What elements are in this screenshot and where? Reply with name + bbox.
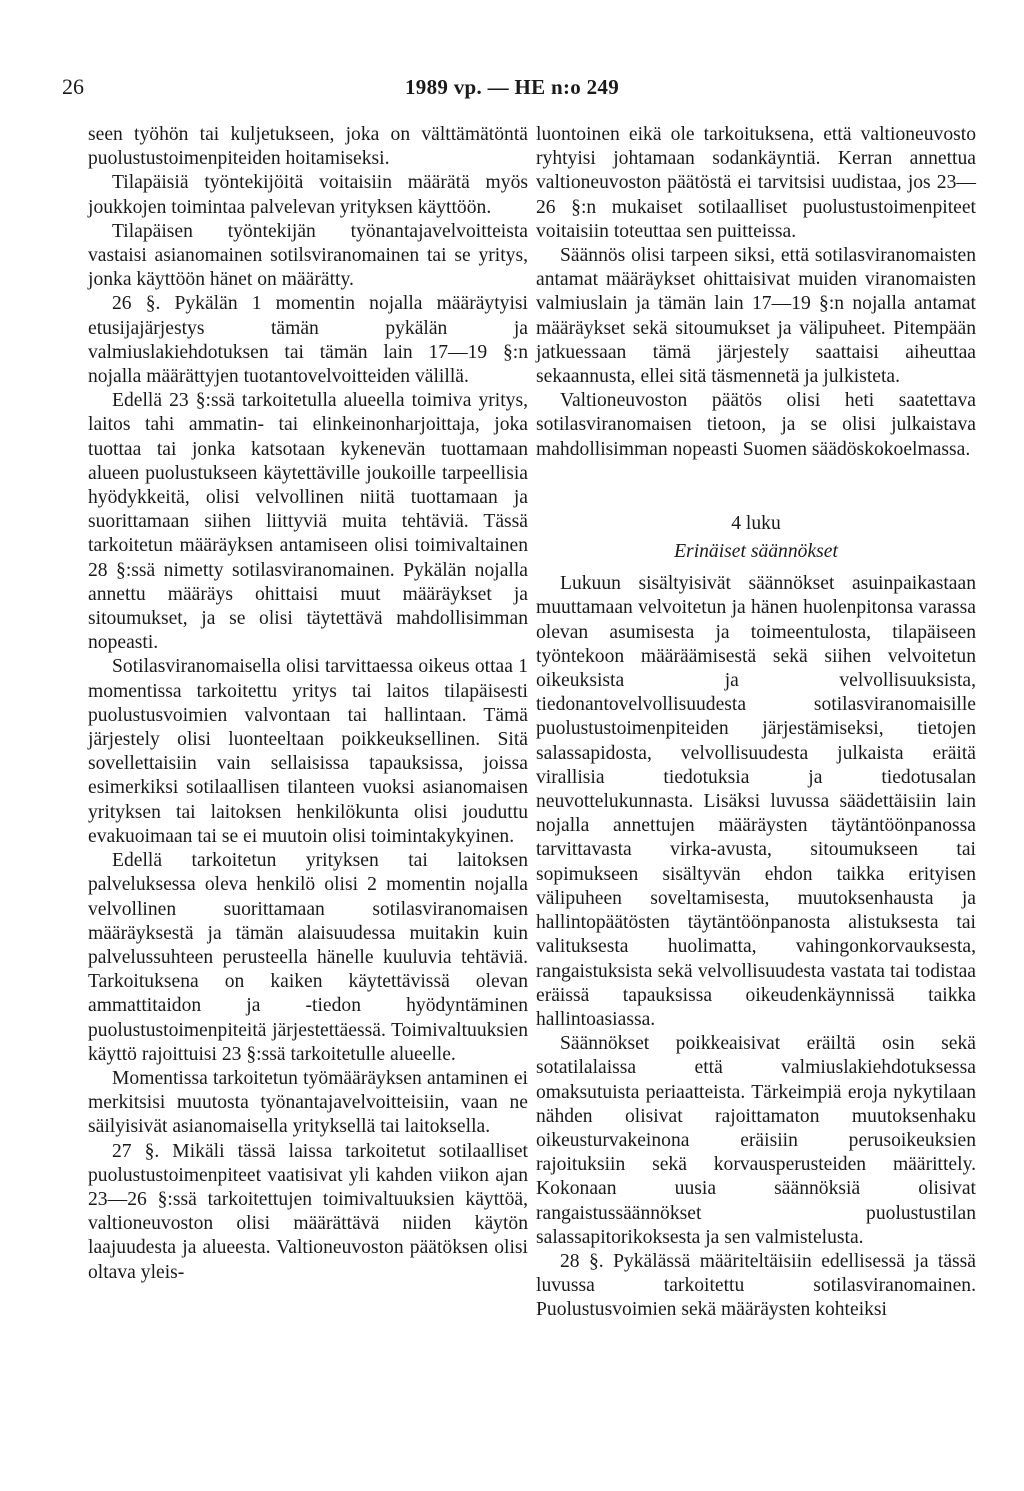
paragraph: Tilapäisen työntekijän työnantajavelvoitteista vastaisi asianomainen sotilsviranomainen tai se yritys, jonka käyttöön hänet on määrätty. [88,220,528,291]
paragraph: Edellä 23 §:ssä tarkoitetulla alueella toimiva yritys, laitos tahi ammatin- tai elinkeinonharjoittaja, joka tuottaa tai jonka katsotaan kykenevän tuottamaan alueen puolustukseen käytettäville joukoille tarpeellisia hyödykkeitä, olisi velvollinen niitä tuottamaan ja suorittamaan siihen liittyviä muita tehtäviä. Tässä tarkoitetun määräyksen antamiseen olisi toimivaltainen 28 §:ssä nimetty sotilasviranomainen. Pykälän nojalla annettu määräys ohittaisi muut määräykset ja sitoumukset, ja se olisi täytettävä mahdollisimman nopeasti. [88,390,528,654]
paragraph: Edellä tarkoitetun yrityksen tai laitoksen palveluksessa oleva henkilö olisi 2 momentin nojalla velvollinen suorittamaan sotilasviranomaisen määräyksestä ja tämän alaisuudessa muitakin kuin palvelussuhteen perusteella hänelle kuuluvia tehtäviä. Tarkoituksena on kaiken käytettävissä olevan ammattitaidon ja -tiedon hyödyntäminen puolustustoimenpiteitä järjestettäessä. Toimivaltuuksien käyttö rajoittuisi 23 §:ssä tarkoitetulle alueelle. [88,850,528,1065]
paragraph: Lukuun sisältyisivät säännökset asuinpaikastaan muuttamaan velvoitetun ja hänen huolenpitonsa varassa olevan asumisesta ja toimeentulosta, tilapäiseen työntekoon määräämisestä sekä siihen velvoitetun oikeuksista ja velvollisuuksista, tiedonantovelvollisuudesta sotilasviranomaisille puolustustoimenpiteiden järjestämiseksi, tietojen salassapidosta, velvollisuudesta julkaista eräitä virallisia tiedotuksia ja tiedotusalan neuvottelukunnasta. Lisäksi luvussa säädettäisiin lain nojalla annettujen määräysten täytäntöönpanossa tarvittavasta virka-avusta, sitoumukseen tai sopimukseen sisältyvän ehdon taikka erityisen välipuheen soveltamisesta, muutoksenhausta ja hallintopäätösten täytäntöönpanosta alistuksesta tai valituksesta huolimatta, vahingonkorvauksesta, rangaistuksista sekä velvollisuudesta vastata tai todistaa eräissä tapauksissa oikeudenkäynnissä taikka hallintoasiassa. [536,573,976,1030]
paragraph: Säännös olisi tarpeen siksi, että sotilasviranomaisten antamat määräykset ohittaisivat muiden viranomaisten valmiuslain ja tämän lain 17—19 §:n nojalla antamat määräykset sekä sitoumukset ja välipuheet. Pitempään jatkuessaan tämä järjestely saattaisi aiheuttaa sekaannusta, ellei sitä täsmennetä ja julkisteta. [536,245,976,388]
paragraph: Tilapäisiä työntekijöitä voitaisiin määrätä myös joukkojen toimintaa palvelevan yrityksen käyttöön. [88,172,528,218]
paragraph: Sotilasviranomaisella olisi tarvittaessa oikeus ottaa 1 momentissa tarkoitettu yritys tai laitos tilapäisesti puolustusvoimien valvontaan tai hallintaan. Tämä järjestely olisi luonteeltaan poikkeuksellinen. Sitä sovellettaisiin vain sellaisissa tapauksissa, joissa esimerkiksi sotilaallisen tilanteen vuoksi asianomaisen yrityksen tai laitoksen henkilökunta olisi jouduttu evakuoimaan tai se ei muutoin olisi toimintakykyinen. [88,656,528,847]
chapter-number: 4 luku [731,512,781,534]
paragraph: Valtioneuvoston päätös olisi heti saatettava sotilasviranomaisen tietoon, ja se olisi julkaistava mahdollisimman nopeasti Suomen säädöskokoelmassa. [536,390,976,460]
paragraph-section-28: 28 §. Pykälässä määriteltäisiin edellisessä ja tässä luvussa tarkoitettu sotilasviranomainen. Puolustusvoimien sekä määräysten kohteiksi [536,1250,976,1321]
paragraph-section-26: 26 §. Pykälän 1 momentin nojalla määräytyisi etusijajärjestys tämän pykälän ja valmiuslakiehdotuksen tai tämän lain 17—19 §:n nojalla määrättyjen tuotantovelvoitteiden välillä. [88,293,528,388]
left-column [88,123,528,1285]
right-column [536,123,976,1323]
chapter-title: Erinäiset säännökset [674,541,838,563]
paragraph: Säännökset poikkeaisivat eräiltä osin sekä sotatilalaissa että valmiuslakiehdotuksessa omaksutuista periaatteista. Tärkeimpiä eroja nykytilaan nähden olisivat rajoittamaton muutoksenhaku oikeusturvakeinona eräisiin perusoikeuksien rajoituksiin sekä korvausperusteiden määrittely. Kokonaan uusia säännöksiä olisivat rangaistussäännökset puolustustilan salassapitorikoksesta ja sen valmistelusta. [536,1033,976,1248]
page-number: 26 [62,74,84,99]
paragraph-section-27: 27 §. Mikäli tässä laissa tarkoitetut sotilaalliset puolustustoimenpiteet vaatisivat yli kahden viikon ajan 23—26 §:ssä tarkoitettujen toimivaltuuksien käyttöä, valtioneuvoston olisi määrättävä niiden käytön laajuudesta ja alueesta. Valtioneuvoston päätöksen olisi oltava yleis- [88,1140,528,1283]
paragraph: luontoinen eikä ole tarkoituksena, että valtioneuvosto ryhtyisi johtamaan sodankäyntiä. Kerran annettua valtioneuvoston päätöstä ei tarvitsisi uudistaa, jos 23—26 §:n mukaiset sotilaalliset puolustustoimenpiteet voitaisiin toteuttaa sen puitteissa. [536,124,976,242]
paragraph: seen työhön tai kuljetukseen, joka on välttämätöntä puolustustoimenpiteiden hoitamiseksi. [88,124,528,170]
running-head: 1989 vp. — HE n:o 249 [405,75,619,99]
paragraph: Momentissa tarkoitetun työmääräyksen antaminen ei merkitsisi muutosta työnantajavelvoitteisiin, vaan ne säilyisivät asianomaisella yrityksellä tai laitoksella. [88,1067,528,1138]
